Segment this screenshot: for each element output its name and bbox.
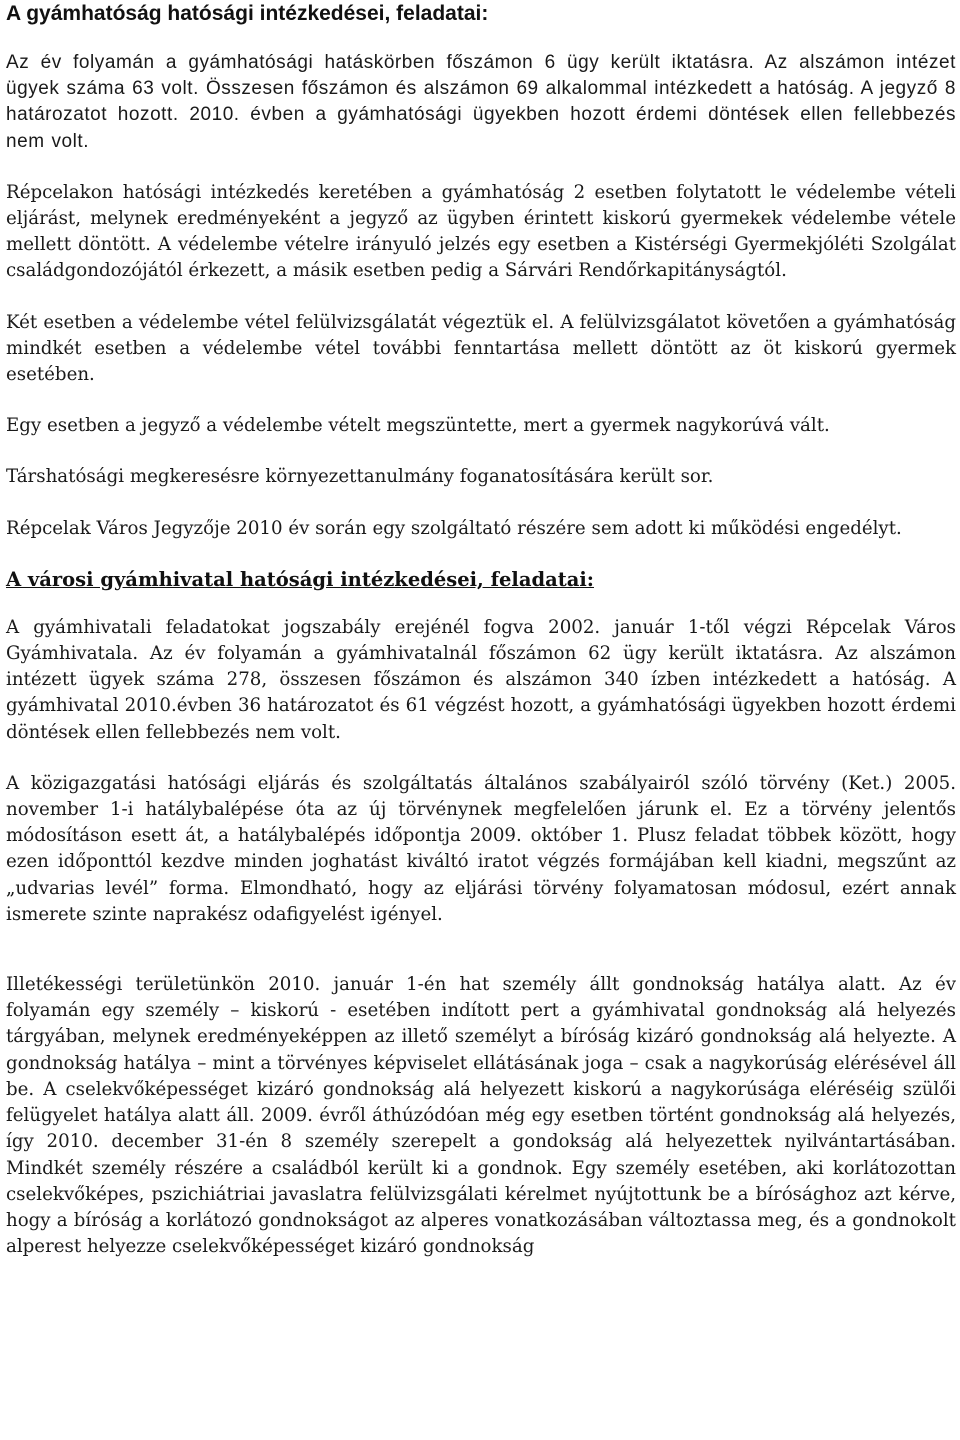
- paragraph-guardianship-cases: Illetékességi területünkön 2010. január 1-én hat személy állt gondnokság hatálya alatt. Az év folyamán egy személy – kiskorú - esetében indított pert a gyámhivatal gondnokság alá helyezés tárgyában, melynek eredményeképpen az illető személyt a bíróság kizáró gondnokság alá helyezte. A gondnokság hatálya – mint a törvényes képviselet ellátásának joga – csak a nagykorúság elérésével áll be. A cselekvőképességet kizáró gondnokság alá helyezett kiskorú a nagykorúsága eléréséig szülői felügyelet hatálya alatt áll. 2009. évről áthúzódóan még egy esetben történt gondnokság alá helyezés, így 2010. december 31-én 8 személy szerepelt a gondokság alá helyezettek nyilvántartásában. Mindkét személy részére a családból került ki a gondnok. Egy személy esetében, aki korlátozottan cselekvőképes, pszichiátriai javaslatra felülvizsgálati kérelmet nyújtottunk be a bírósághoz azt kérve, hogy a bíróság a korlátozó gondnokságot az alperes vonatkozásában változtassa meg, és a gondnokolt alperest helyezze cselekvőképességet kizáró gondnokság: [6, 974, 956, 1258]
- paragraph-protection-procedures: Répcelakon hatósági intézkedés keretében a gyámhatóság 2 esetben folytatott le védelembe vételi eljárást, melynek eredményeként a jegyző az ügyben érintett kiskorú gyermekek védelembe vétele mellett döntött. A védelembe vételre irányuló jelzés egy esetben a Kistérségi Gyermekjóléti Szolgálat családgondozójától érkezett, a másik esetben pedig a Sárvári Rendőrkapitányságtól.: [6, 181, 956, 282]
- paragraph-operating-license: Répcelak Város Jegyzője 2010 év során egy szolgáltató részére sem adott ki működési engedélyt.: [6, 517, 902, 539]
- paragraph-ket-law: A közigazgatási hatósági eljárás és szolgáltatás általános szabályairól szóló törvény (Ket.) 2005. november 1-i hatálybalépése óta az új törvénynek megfelelően járunk el. Ez a törvény jelentős módosításon esett át, a hatálybalépés időpontja 2009. október 1. Plusz feladat többek között, hogy ezen időponttól kezdve minden joghatást kiváltó iratot végzés formájában kell kiadni, megszűnt az „udvarias levél” forma. Elmondható, hogy az eljárási törvény folyamatosan módosul, ezért annak ismerete szinte naprakész odafigyelést igényel.: [6, 772, 956, 925]
- paragraph-environment-study: Társhatósági megkeresésre környezettanulmány foganatosítására került sor.: [6, 466, 714, 488]
- paragraph-case-statistics: Az év folyamán a gyámhatósági hatáskörben főszámon 6 ügy került iktatásra. Az alszámon intézet ügyek száma 63 volt. Összesen főszámon és alszámon 69 alkalommal intézkedett a hatóság. A jegyző 8 határozatot hozott. 2010. évben a gyámhatósági ügyekben hozott érdemi döntések ellen fellebbezés nem volt.: [6, 52, 956, 152]
- document-page: [6, 0, 956, 1285]
- paragraph-office-statistics: A gyámhivatali feladatokat jogszabály erejénél fogva 2002. január 1-től végzi Répcelak Város Gyámhivatala. Az év folyamán a gyámhivatalnál főszámon 62 ügy került iktatásra. Az alszámon intézett ügyek száma 278, összesen főszámon és alszámon 340 ízben intézkedett a hatóság. A gyámhivatal 2010.évben 36 határozatot és 61 végzést hozott, a gyámhatósági ügyekben hozott érdemi döntések ellen fellebbezés nem volt.: [6, 616, 956, 743]
- paragraph-protection-review: Két esetben a védelembe vétel felülvizsgálatát végeztük el. A felülvizsgálatot követően a gyámhatóság mindkét esetben a védelembe vétel további fenntartása mellett döntött az öt kiskorú gyermek esetében.: [6, 311, 956, 386]
- paragraph-protection-termination: Egy esetben a jegyző a védelembe vételt megszüntette, mert a gyermek nagykorúvá vált.: [6, 415, 830, 437]
- section-heading-city-guardianship-office: A városi gyámhivatal hatósági intézkedései, feladatai:: [6, 567, 594, 591]
- section-heading-guardianship-authority: A gyámhatóság hatósági intézkedései, feladatai:: [6, 2, 489, 25]
